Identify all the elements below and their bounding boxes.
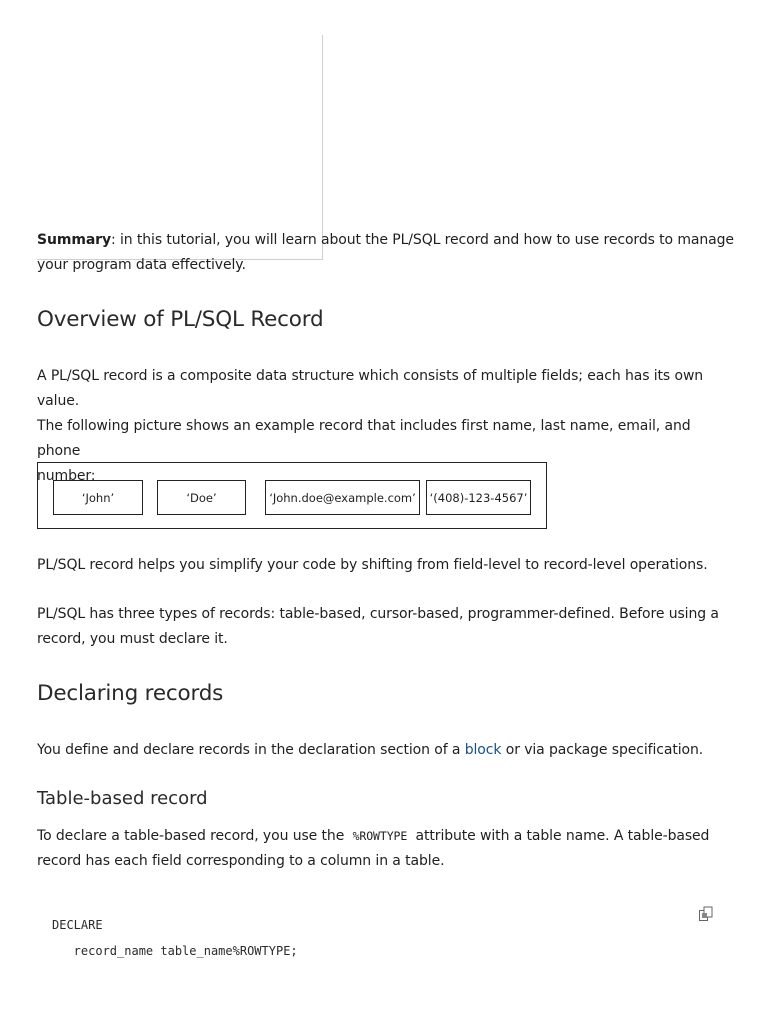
summary-label: Summary (37, 232, 112, 248)
declaring-heading: Declaring records (37, 681, 224, 706)
overview-para1-line1: A PL/SQL record is a composite data structure which consists of multiple fields; each has its own value. (37, 368, 704, 409)
overview-para1-line2: The following picture shows an example record that includes first name, last name, email, and phone (37, 418, 691, 459)
overview-paragraph-3 (37, 602, 737, 652)
overview-paragraph-2: PL/SQL record helps you simplify your code by shifting from field-level to record-level operations. (37, 557, 708, 573)
block-link[interactable]: block (464, 742, 502, 758)
declaring-text-before: You define and declare records in the declaration section of a (37, 742, 465, 758)
copy-icon-graphic (698, 906, 714, 922)
overview-para3-line1: PL/SQL has three types of records: table-based, cursor-based, programmer-defined. Before using a (37, 606, 719, 622)
table-based-text-before: To declare a table-based record, you use the (37, 828, 345, 844)
code-block (52, 912, 298, 964)
overview-para3-line2: record, you must declare it. (37, 631, 228, 647)
summary-text-1: : in this tutorial, you will learn about the PL/SQL record and how to use records to manage (111, 232, 734, 248)
copy-icon[interactable] (698, 906, 714, 922)
summary-paragraph (37, 228, 737, 278)
rowtype-inline-code: %ROWTYPE (352, 829, 408, 843)
overview-para1-line3: number: (37, 468, 96, 484)
table-based-paragraph (37, 824, 737, 874)
record-field-email: ‘John.doe@example.com’ (265, 480, 420, 515)
table-based-text-line2: record has each field corresponding to a column in a table. (37, 853, 445, 869)
summary-text-2: your program data effectively. (37, 257, 246, 273)
overview-heading: Overview of PL/SQL Record (37, 307, 324, 332)
record-field-phone: ‘(408)-123-4567’ (426, 480, 531, 515)
divider-vertical (322, 35, 323, 259)
record-field-first-name: ‘John’ (53, 480, 143, 515)
code-line-record: record_name table_name%ROWTYPE; (52, 944, 298, 958)
table-based-heading: Table-based record (37, 788, 208, 809)
table-based-text-after: attribute with a table name. A table-based (415, 828, 710, 844)
code-line-declare: DECLARE (52, 918, 103, 932)
record-field-last-name: ‘Doe’ (157, 480, 246, 515)
declaring-text-after: or via package specification. (501, 742, 704, 758)
declaring-paragraph (37, 738, 737, 763)
